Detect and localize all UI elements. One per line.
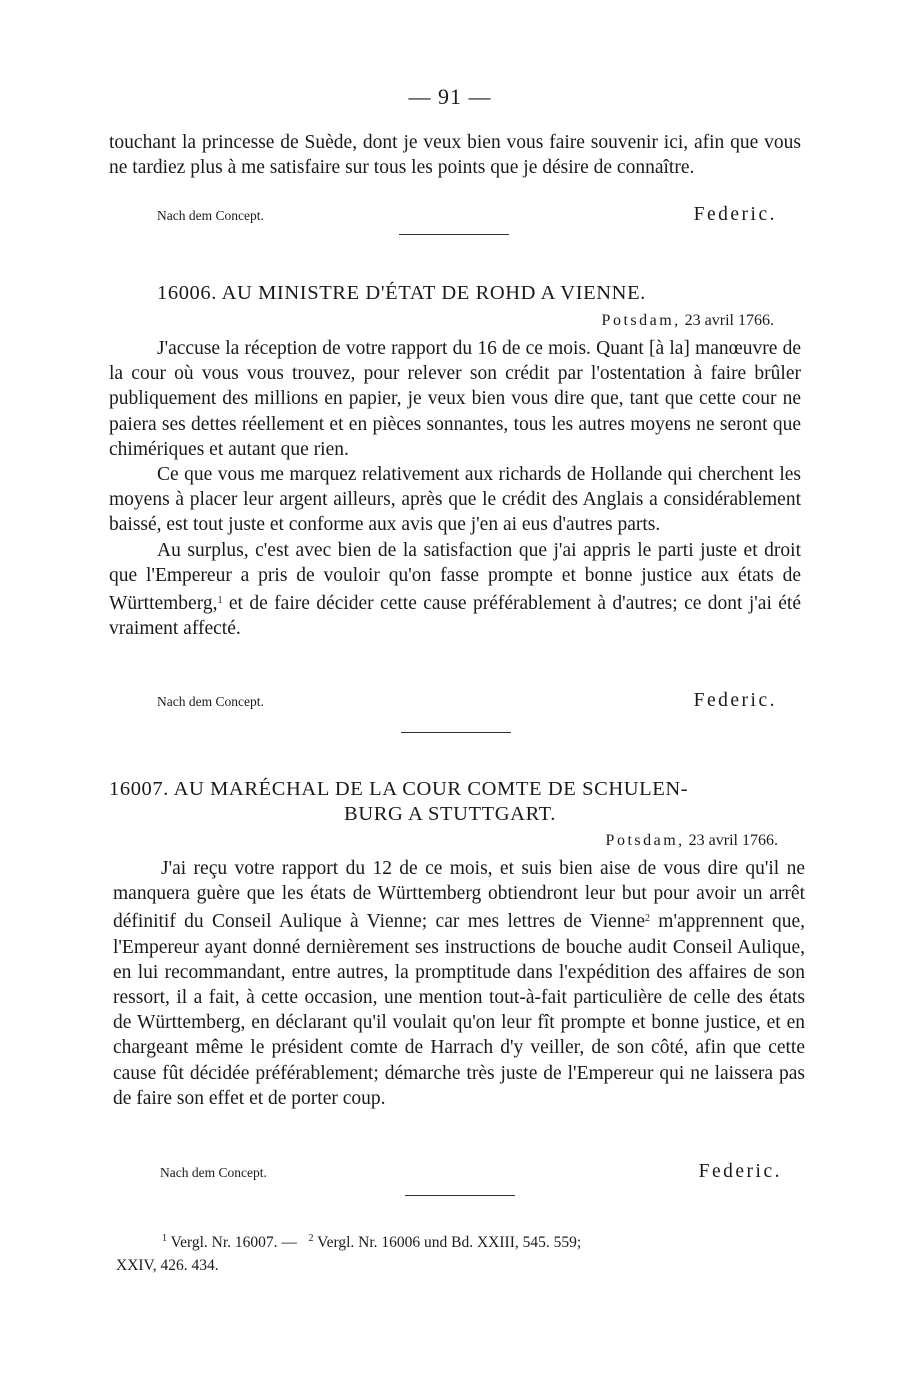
footnote-marker: 1 <box>162 1233 167 1244</box>
footnote-reference: 2 <box>644 913 650 925</box>
footnote-reference: 1 <box>217 595 223 607</box>
letter-dateline <box>602 312 774 330</box>
source-note: Nach dem Concept. <box>160 1165 267 1180</box>
source-note: Nach dem Concept. <box>157 208 264 223</box>
letter-dateline <box>606 832 778 850</box>
section-divider <box>401 732 511 733</box>
paragraph-text: et de faire décider cette cause préférablement à d'autres; ce dont j'ai été vraiment affecté. <box>109 593 801 640</box>
paragraph-text: m'apprennent que, l'Empereur ayant donné dernièrement ses instructions de bouche audit Conseil Aulique, en lui recommandant, entre autres, la promptitude dans l'expédition des affaires de son ressort, il a fait, à cette occasion, une mention tout-à-fait particulière de celle des états de Württemberg, en déclarant qu'il voulait qu'on leur fît prompte et bonne justice, et en chargeant même le président comte de Harrach d'y veiller, de son côté, afin que cette cause fût décidée préférablement; démarche très juste de l'Empereur qui ne laissera pas de faire son effet et de porter coup. <box>113 911 805 1109</box>
letter-signature-row <box>160 1161 782 1185</box>
letter-paragraph: Ce que vous me marquez relativement aux richards de Hollande qui cherchent les moyens à placer leur argent ailleurs, après que le crédit des Anglais a considérablement baissé, est tout juste et conforme aux avis que j'en ai eus d'autres parts. <box>109 464 801 536</box>
letter-heading-continued: BURG A STUTTGART. <box>344 803 556 825</box>
continuation-paragraph: touchant la princesse de Suède, dont je veux bien vous faire souvenir ici, afin que vous ne tardiez plus à me satisfaire sur tous les points que je désire de connaître. <box>109 132 801 179</box>
footnote-marker: 2 <box>308 1233 314 1244</box>
footnote-text: Vergl. Nr. 16007. — <box>167 1234 297 1251</box>
letter-body <box>109 336 801 641</box>
signature: Federic. <box>693 690 777 711</box>
dateline-place: Potsdam, <box>605 832 685 849</box>
letter-heading: 16007. AU MARÉCHAL DE LA COUR COMTE DE SCHULEN- <box>109 778 689 800</box>
signature: Federic. <box>698 1161 782 1182</box>
letter-heading: 16006. AU MINISTRE D'ÉTAT DE ROHD A VIENNE. <box>157 282 646 304</box>
continuation-signature-row <box>157 204 777 228</box>
paragraph-text: Au surplus, c'est avec bien de la satisfaction que j'ai appris le parti juste et droit que l'Empereur a pris de vouloir qu'on fasse prompte et bonne justice aux états de Württemberg, <box>109 539 801 615</box>
footnotes <box>116 1227 806 1277</box>
section-divider <box>399 234 509 235</box>
page-number: — 91 — <box>408 84 492 109</box>
letter-paragraph: J'accuse la réception de votre rapport du 16 de ce mois. Quant [à la] manœuvre de la cour où vous vous trouvez, pour relever son crédit par l'ostentation à faire brûler publiquement des millions en papier, je veux bien vous dire que, tant que cette cour ne paiera ses dettes réellement et en pièces sonnantes, tous les autres moyens ne seront que chimériques et autant que rien. <box>109 338 801 460</box>
signature: Federic. <box>693 204 777 225</box>
section-divider <box>405 1195 515 1196</box>
footnote-line <box>116 1227 806 1254</box>
letter-paragraph <box>109 538 801 642</box>
footnote-line: XXIV, 426. 434. <box>116 1257 219 1274</box>
footnote-text: Vergl. Nr. 16006 und Bd. XXIII, 545. 559; <box>313 1234 582 1251</box>
dateline-date: 23 avril 1766. <box>688 832 778 849</box>
dateline-place: Potsdam, <box>601 312 681 329</box>
paragraph-text: J'ai reçu votre rapport du 12 de ce mois, et suis bien aise de vous dire qu'il ne manquera guère que les états de Württemberg obtiendront leur but pour avoir un arrêt définitif du Conseil Aulique à Vienne; car mes lettres de Vienne <box>113 858 805 933</box>
letter-body <box>113 856 805 1111</box>
letter-signature-row <box>157 690 777 714</box>
continuation-text-block <box>109 130 801 180</box>
source-note: Nach dem Concept. <box>157 694 264 709</box>
letter-paragraph <box>113 856 805 1111</box>
dateline-date: 23 avril 1766. <box>684 312 774 329</box>
